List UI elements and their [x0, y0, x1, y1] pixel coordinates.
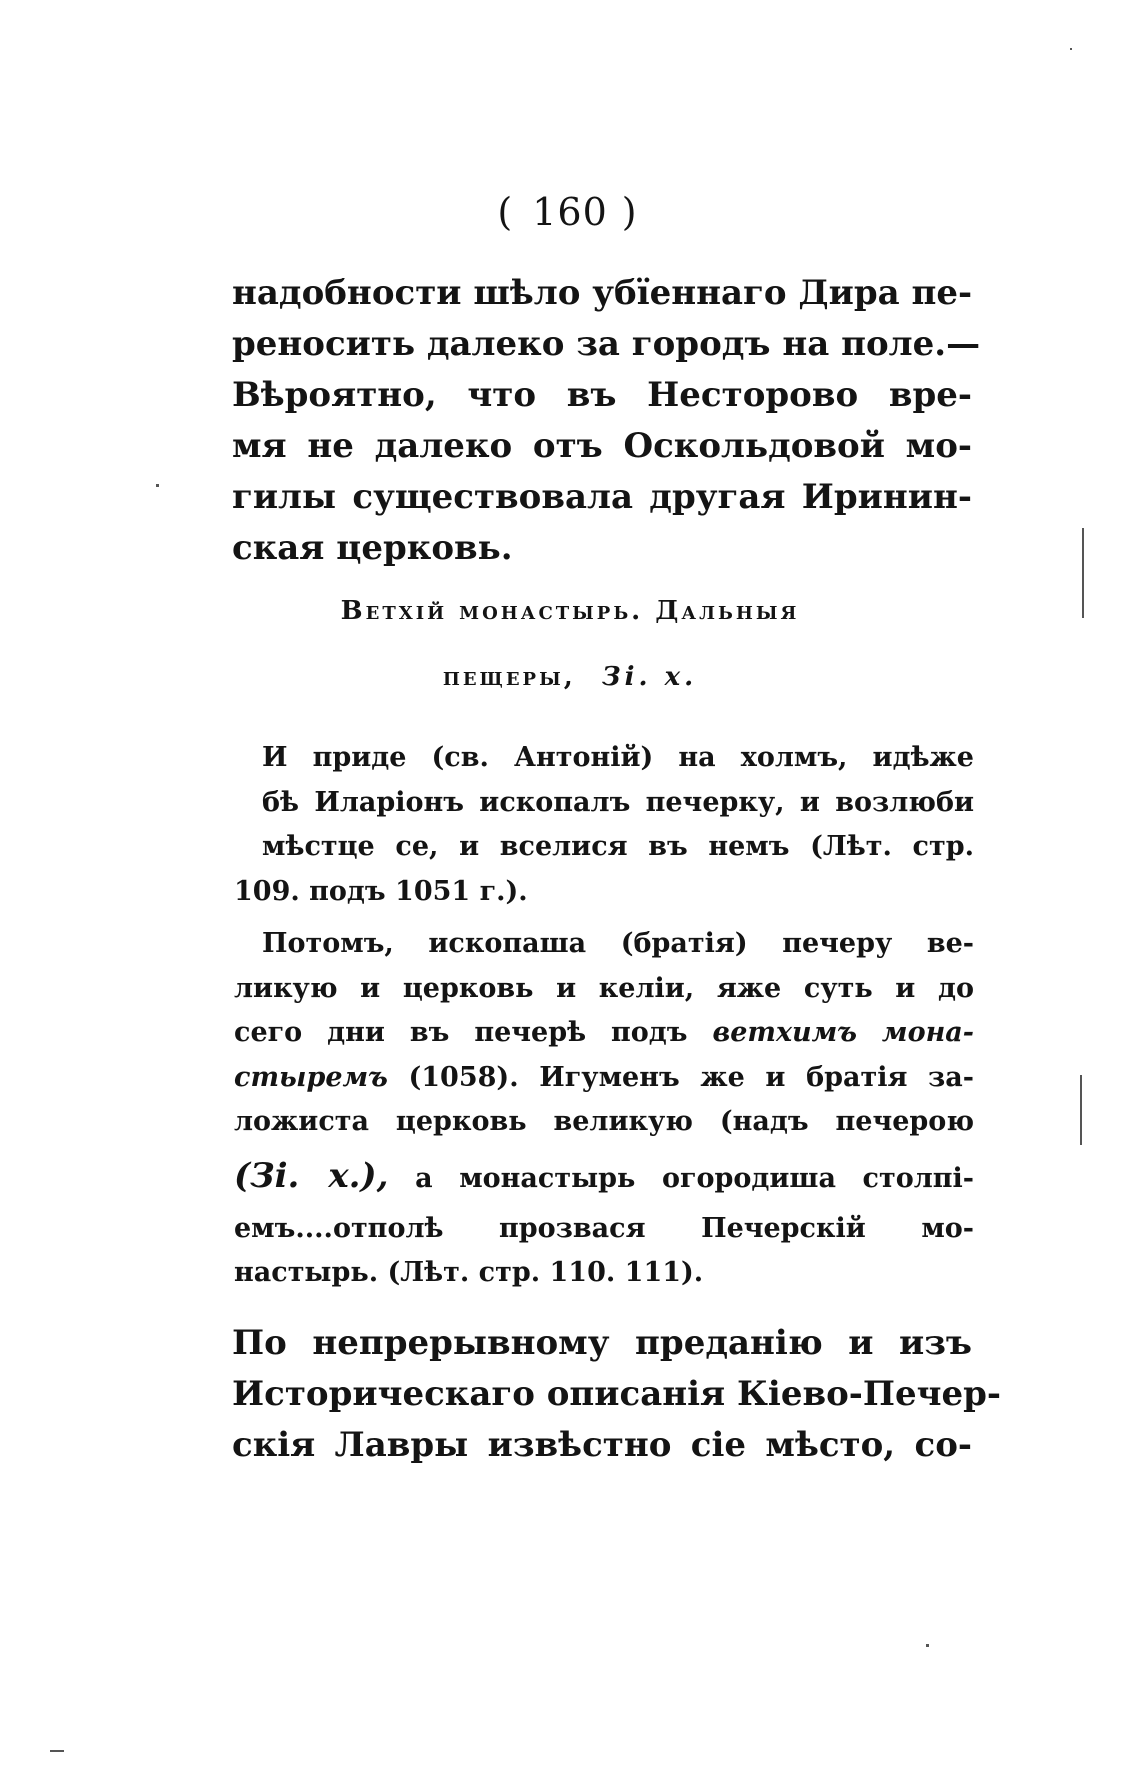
quote-line: настырь. (Лѣт. стр. 110. 111).: [234, 1257, 704, 1288]
quote-line: [234, 1011, 974, 1056]
quote-line-rest: (1058). Игуменъ же и братія за-: [408, 1061, 974, 1093]
text-line: По непрерывному преданію и изъ: [232, 1323, 972, 1363]
page-header: [0, 190, 1140, 234]
quote-italic-word: стыремъ: [234, 1061, 388, 1093]
paragraph-1: [232, 268, 981, 574]
quote-line: [234, 1056, 974, 1101]
quote-reference: (Зі. x.),: [234, 1155, 389, 1196]
header-open-paren: (: [497, 190, 519, 234]
header-close-paren: ): [621, 190, 643, 234]
text-line: надобности шѣло убїеннаго Дира пе-: [232, 273, 973, 313]
section-heading-line-2: [0, 662, 1140, 692]
quote-line: 109. подъ 1051 г.).: [234, 875, 528, 907]
heading-text: пещеры,: [442, 662, 576, 692]
text-line: Вѣроятно, что въ Несторово вре-: [232, 375, 972, 415]
quote-italic-phrase: ветхимъ мона-: [712, 1017, 974, 1048]
text-line: ская церковь.: [232, 528, 513, 568]
quote-line: Потомъ, ископаша (братія) печеру ве-: [262, 928, 974, 959]
quote-line: емъ....отполѣ прозвася Печерскій мо-: [234, 1212, 974, 1244]
quote-line: мѣстце се, и вселися въ немъ (Лѣт. стр.: [262, 831, 974, 862]
text-line: скія Лавры извѣстно сіе мѣсто, со-: [232, 1425, 972, 1465]
scan-mark: [926, 1644, 929, 1647]
scan-mark: [1070, 48, 1072, 50]
heading-reference: Зі. x.: [601, 662, 698, 692]
text-line: гилы существовала другая Иринин-: [232, 477, 972, 517]
quote-line: бѣ Иларіонъ ископалъ печерку, и возлюби: [262, 786, 974, 818]
quote-line: И приде (св. Антоній) на холмъ, идѣже: [262, 742, 974, 773]
text-line: Историческаго описанія Кіево-Печер-: [232, 1374, 1002, 1414]
quote-line-rest: а монастырь огородиша столпі-: [415, 1162, 975, 1194]
quote-1: [234, 736, 974, 914]
quote-2: [234, 922, 974, 1296]
quote-line: ликую и церковь и келіи, яже суть и до: [234, 972, 974, 1004]
paragraph-3: [232, 1318, 1002, 1471]
section-heading-line-1: Ветхій монастырь. Дальныя: [340, 596, 800, 626]
quote-line-start: сего дни въ печерѣ подъ: [234, 1017, 688, 1048]
text-line: реносить далеко за городъ на поле.—: [232, 324, 981, 364]
scan-mark: [1080, 1075, 1082, 1145]
page-number: 160: [532, 190, 608, 234]
quote-line: ложиста церковь великую (надъ печерою: [234, 1106, 974, 1137]
text-line: мя не далеко отъ Оскольдовой мо-: [232, 426, 972, 466]
scan-mark: [156, 484, 159, 487]
scan-mark: [50, 1750, 64, 1752]
quote-line: [234, 1145, 974, 1207]
scan-mark: [1082, 528, 1084, 618]
